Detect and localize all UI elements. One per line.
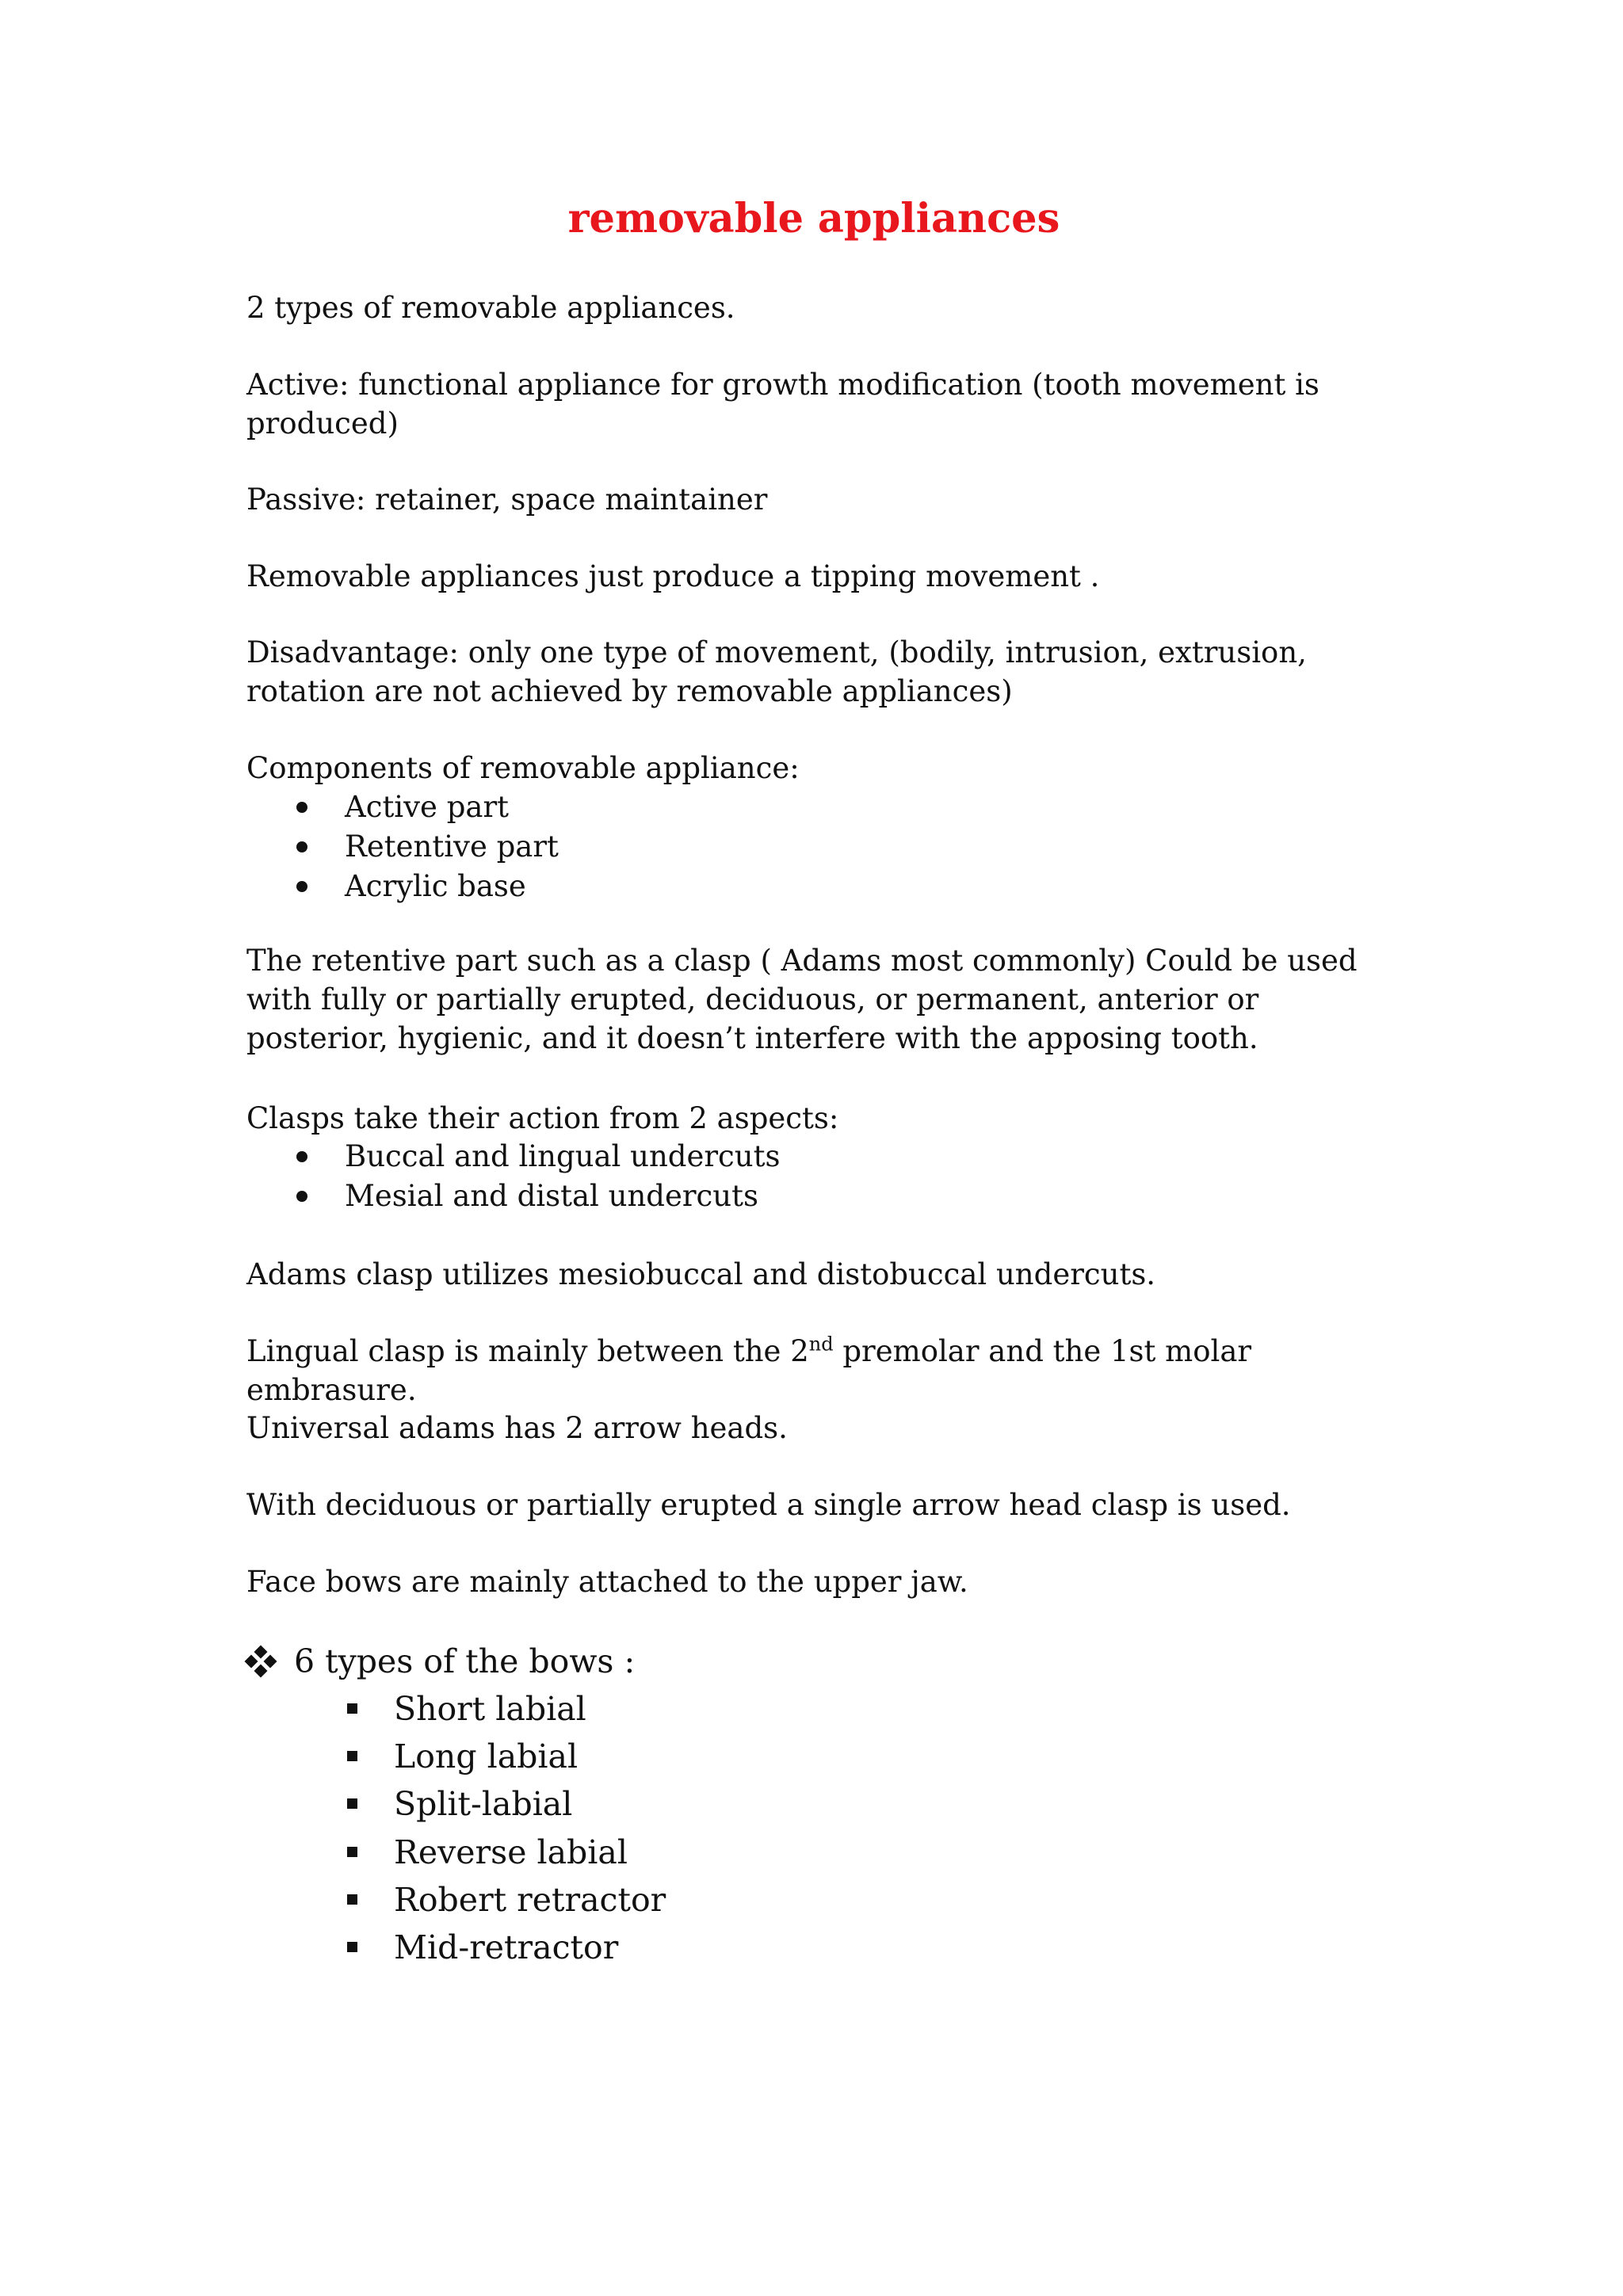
tipping-paragraph: Removable appliances just produce a tipping movement . — [246, 559, 1100, 593]
list-item: Long labial — [246, 1733, 666, 1780]
bows-list — [246, 1685, 666, 1971]
square-bullet-icon — [347, 1751, 357, 1761]
components-heading: Components of removable appliance: — [246, 751, 800, 785]
square-bullet-icon — [347, 1894, 357, 1905]
components-list — [246, 788, 559, 906]
list-item: Reverse labial — [246, 1829, 666, 1876]
retentive-paragraph: The retentive part such as a clasp ( Adams most commonly) Could be used with fully or partially erupted, deciduous, or permanent, anterior or posterior, hygienic, and it doesn’t interfere with the apposing tooth. — [246, 944, 1358, 1055]
square-bullet-icon — [347, 1703, 357, 1714]
list-item: Short labial — [246, 1685, 666, 1733]
list-item: Mid-retractor — [246, 1924, 666, 1971]
passive-paragraph: Passive: retainer, space maintainer — [246, 482, 768, 517]
bullet-icon — [296, 1191, 307, 1202]
bullet-icon — [296, 841, 307, 852]
list-item: Robert retractor — [246, 1876, 666, 1924]
list-item: Split-labial — [246, 1780, 666, 1828]
clasp-aspects-list — [246, 1137, 780, 1216]
bows-heading: 6 types of the bows : — [246, 1638, 635, 1685]
page-title: removable appliances — [567, 195, 1060, 242]
square-bullet-icon — [347, 1942, 357, 1952]
list-item: Active part — [246, 788, 559, 827]
bullet-icon — [296, 1151, 307, 1162]
face-bows-paragraph: Face bows are mainly attached to the upper jaw. — [246, 1565, 968, 1599]
diamond-bullet-icon — [246, 1647, 275, 1676]
disadvantage-paragraph: Disadvantage: only one type of movement, (bodily, intrusion, extrusion, rotation are not achieved by removable appliances) — [246, 635, 1307, 708]
list-item: Retentive part — [246, 827, 559, 867]
list-item: Acrylic base — [246, 867, 559, 906]
square-bullet-icon — [347, 1847, 357, 1857]
deciduous-paragraph: With deciduous or partially erupted a single arrow head clasp is used. — [246, 1488, 1291, 1522]
square-bullet-icon — [347, 1798, 357, 1809]
universal-paragraph: Universal adams has 2 arrow heads. — [246, 1411, 788, 1445]
bullet-icon — [296, 881, 307, 892]
intro-paragraph: 2 types of removable appliances. — [246, 291, 735, 325]
list-item: Mesial and distal undercuts — [246, 1177, 780, 1216]
adams-paragraph: Adams clasp utilizes mesiobuccal and distobuccal undercuts. — [246, 1257, 1156, 1291]
lingual-paragraph: Lingual clasp is mainly between the 2nd premolar and the 1st molar embrasure. — [246, 1333, 1252, 1407]
active-paragraph: Active: functional appliance for growth modification (tooth movement is produced) — [246, 368, 1319, 441]
clasps-heading: Clasps take their action from 2 aspects: — [246, 1101, 839, 1135]
list-item: Buccal and lingual undercuts — [246, 1137, 780, 1177]
bullet-icon — [296, 802, 307, 813]
